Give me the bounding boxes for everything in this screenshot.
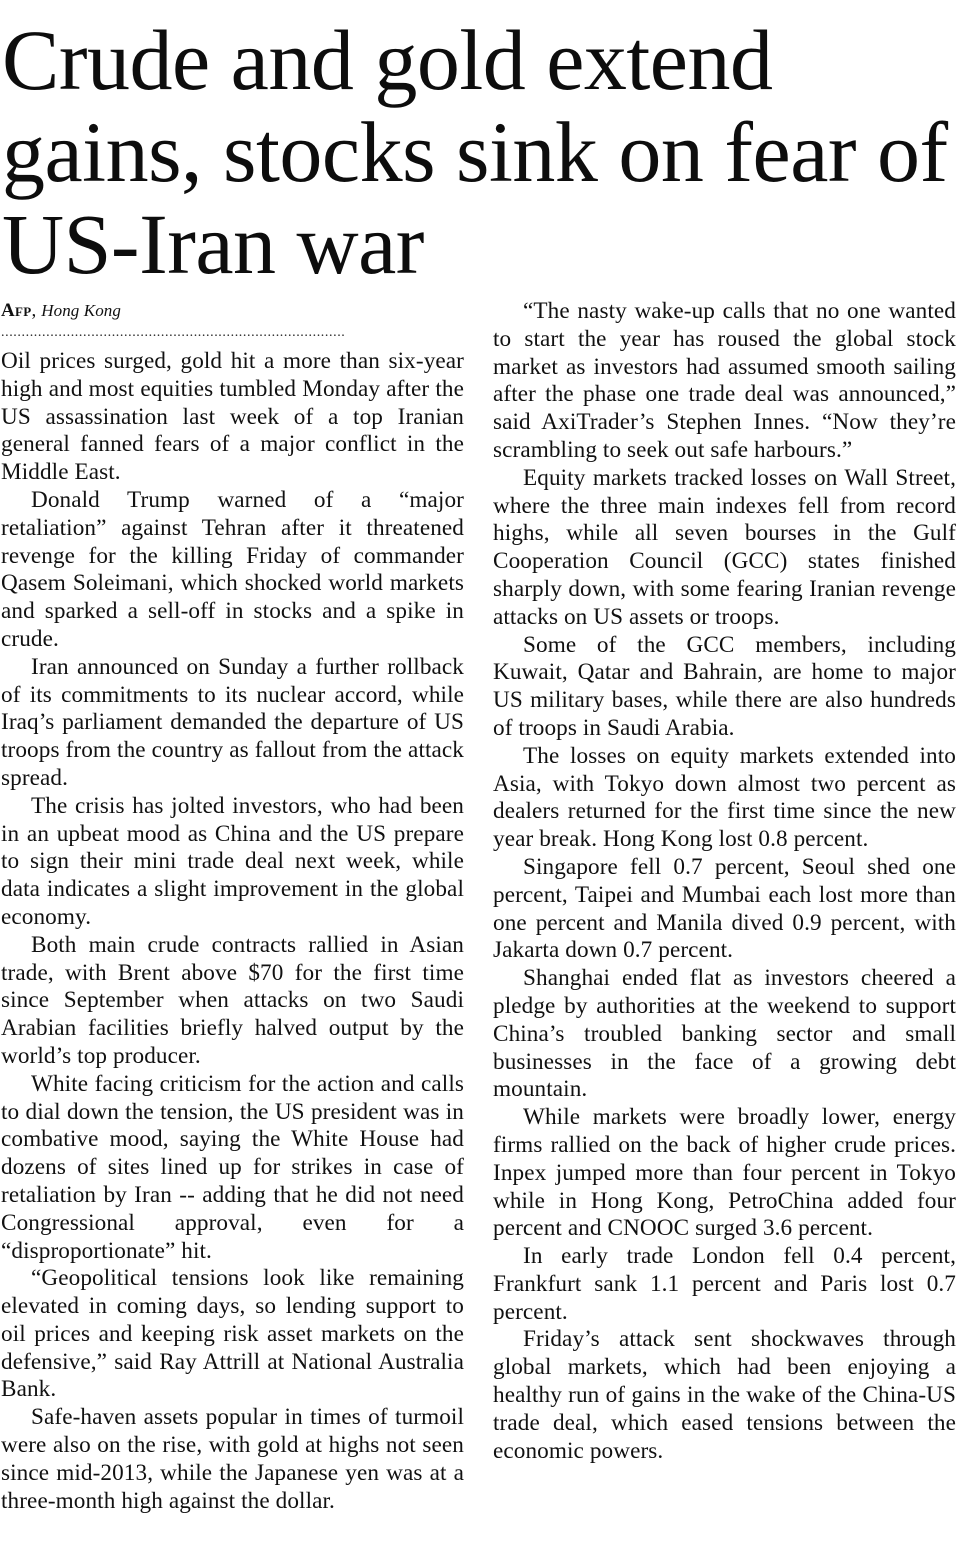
paragraph: Iran announced on Sunday a further rollback of its commitments to its nuclear accord, while Iraq’s parliament demanded the departure of US troops from the country as fallout from the attack spread. xyxy=(1,653,464,791)
paragraph: Safe-haven assets popular in times of turmoil were also on the rise, with gold at highs not seen since mid-2013, while the Japanese yen was at a three-month high against the dollar. xyxy=(1,1404,464,1514)
paragraph: Donald Trump warned of a “major retaliation” against Tehran after it threatened revenge for the killing Friday of commander Qasem Soleimani, which shocked world markets and sparked a sell-off in stocks and a spike in crude. xyxy=(1,486,464,652)
paragraph: In early trade London fell 0.4 percent, Frankfurt sank 1.1 percent and Paris lost 0.7 percent. xyxy=(493,1243,956,1325)
paragraph: Equity markets tracked losses on Wall Street, where the three main indexes fell from record highs, while all seven bourses in the Gulf Cooperation Council (GCC) states finished sharply down, with some fearing Iranian revenge attacks on US assets or troops. xyxy=(493,464,956,630)
paragraph: White facing criticism for the action and calls to dial down the tension, the US president was in combative mood, saying the White House had dozens of sites lined up for strikes in case of retaliation by Iran -- adding that he did not need Congressional approval, even for a “disproportionate” hit. xyxy=(1,1070,464,1264)
paragraph: Oil prices surged, gold hit a more than six-year high and most equities tumbled Monday after the US assassination last week of a top Iranian general fanned fears of a major conflict in the Middle East. xyxy=(1,348,464,486)
paragraph: Friday’s attack sent shockwaves through global markets, which had been enjoying a healthy run of gains in the wake of the China-US trade deal, which eased tensions between the economic powers. xyxy=(493,1326,956,1464)
left-column xyxy=(1,298,464,1515)
paragraph: Both main crude contracts rallied in Asian trade, with Brent above $70 for the first time since September when attacks on two Saudi Arabian facilities briefly halved output by the world’s top producer. xyxy=(1,931,464,1069)
byline xyxy=(1,298,464,324)
headline: Crude and gold extend gains, stocks sink on fear of US-Iran war xyxy=(2,12,948,292)
right-column xyxy=(493,298,956,1465)
paragraph: “The nasty wake-up calls that no one wanted to start the year has roused the global stock market as investors had assumed smooth sailing after the phase one trade deal was announced,” said AxiTrader’s Stephen Innes. “Now they’re scrambling to seek out safe harbours.” xyxy=(493,298,956,463)
byline-dotted-rule: .................................................................................... xyxy=(1,326,346,340)
paragraph: Shanghai ended flat as investors cheered a pledge by authorities at the weekend to support China’s troubled banking sector and small businesses in the face of a growing debt mountain. xyxy=(493,965,956,1103)
paragraph: Singapore fell 0.7 percent, Seoul shed one percent, Taipei and Mumbai each lost more than one percent and Manila dived 0.9 percent, with Jakarta down 0.7 percent. xyxy=(493,853,956,964)
paragraph: Some of the GCC members, including Kuwait, Qatar and Bahrain, are home to major US military bases, while there are also hundreds of troops in Saudi Arabia. xyxy=(493,631,956,741)
paragraph: The crisis has jolted investors, who had been in an upbeat mood as China and the US prepare to sign their mini trade deal next week, while data indicates a slight improvement in the global economy. xyxy=(1,792,464,930)
paragraph: While markets were broadly lower, energy firms rallied on the back of higher crude prices. Inpex jumped more than four percent in Tokyo while in Hong Kong, PetroChina added four percent and CNOOC surged 3.6 percent. xyxy=(493,1104,956,1242)
byline-separator: , xyxy=(31,300,37,321)
byline-agency: Afp xyxy=(1,300,32,321)
byline-location: Hong Kong xyxy=(41,301,122,320)
paragraph: The losses on equity markets extended into Asia, with Tokyo down almost two percent as dealers returned for the first time since the new year break. Hong Kong lost 0.8 percent. xyxy=(493,742,956,853)
paragraph: “Geopolitical tensions look like remaining elevated in coming days, so lending support to oil prices and keeping risk asset markets on the defensive,” said Ray Attrill at National Australia Bank. xyxy=(1,1265,464,1403)
